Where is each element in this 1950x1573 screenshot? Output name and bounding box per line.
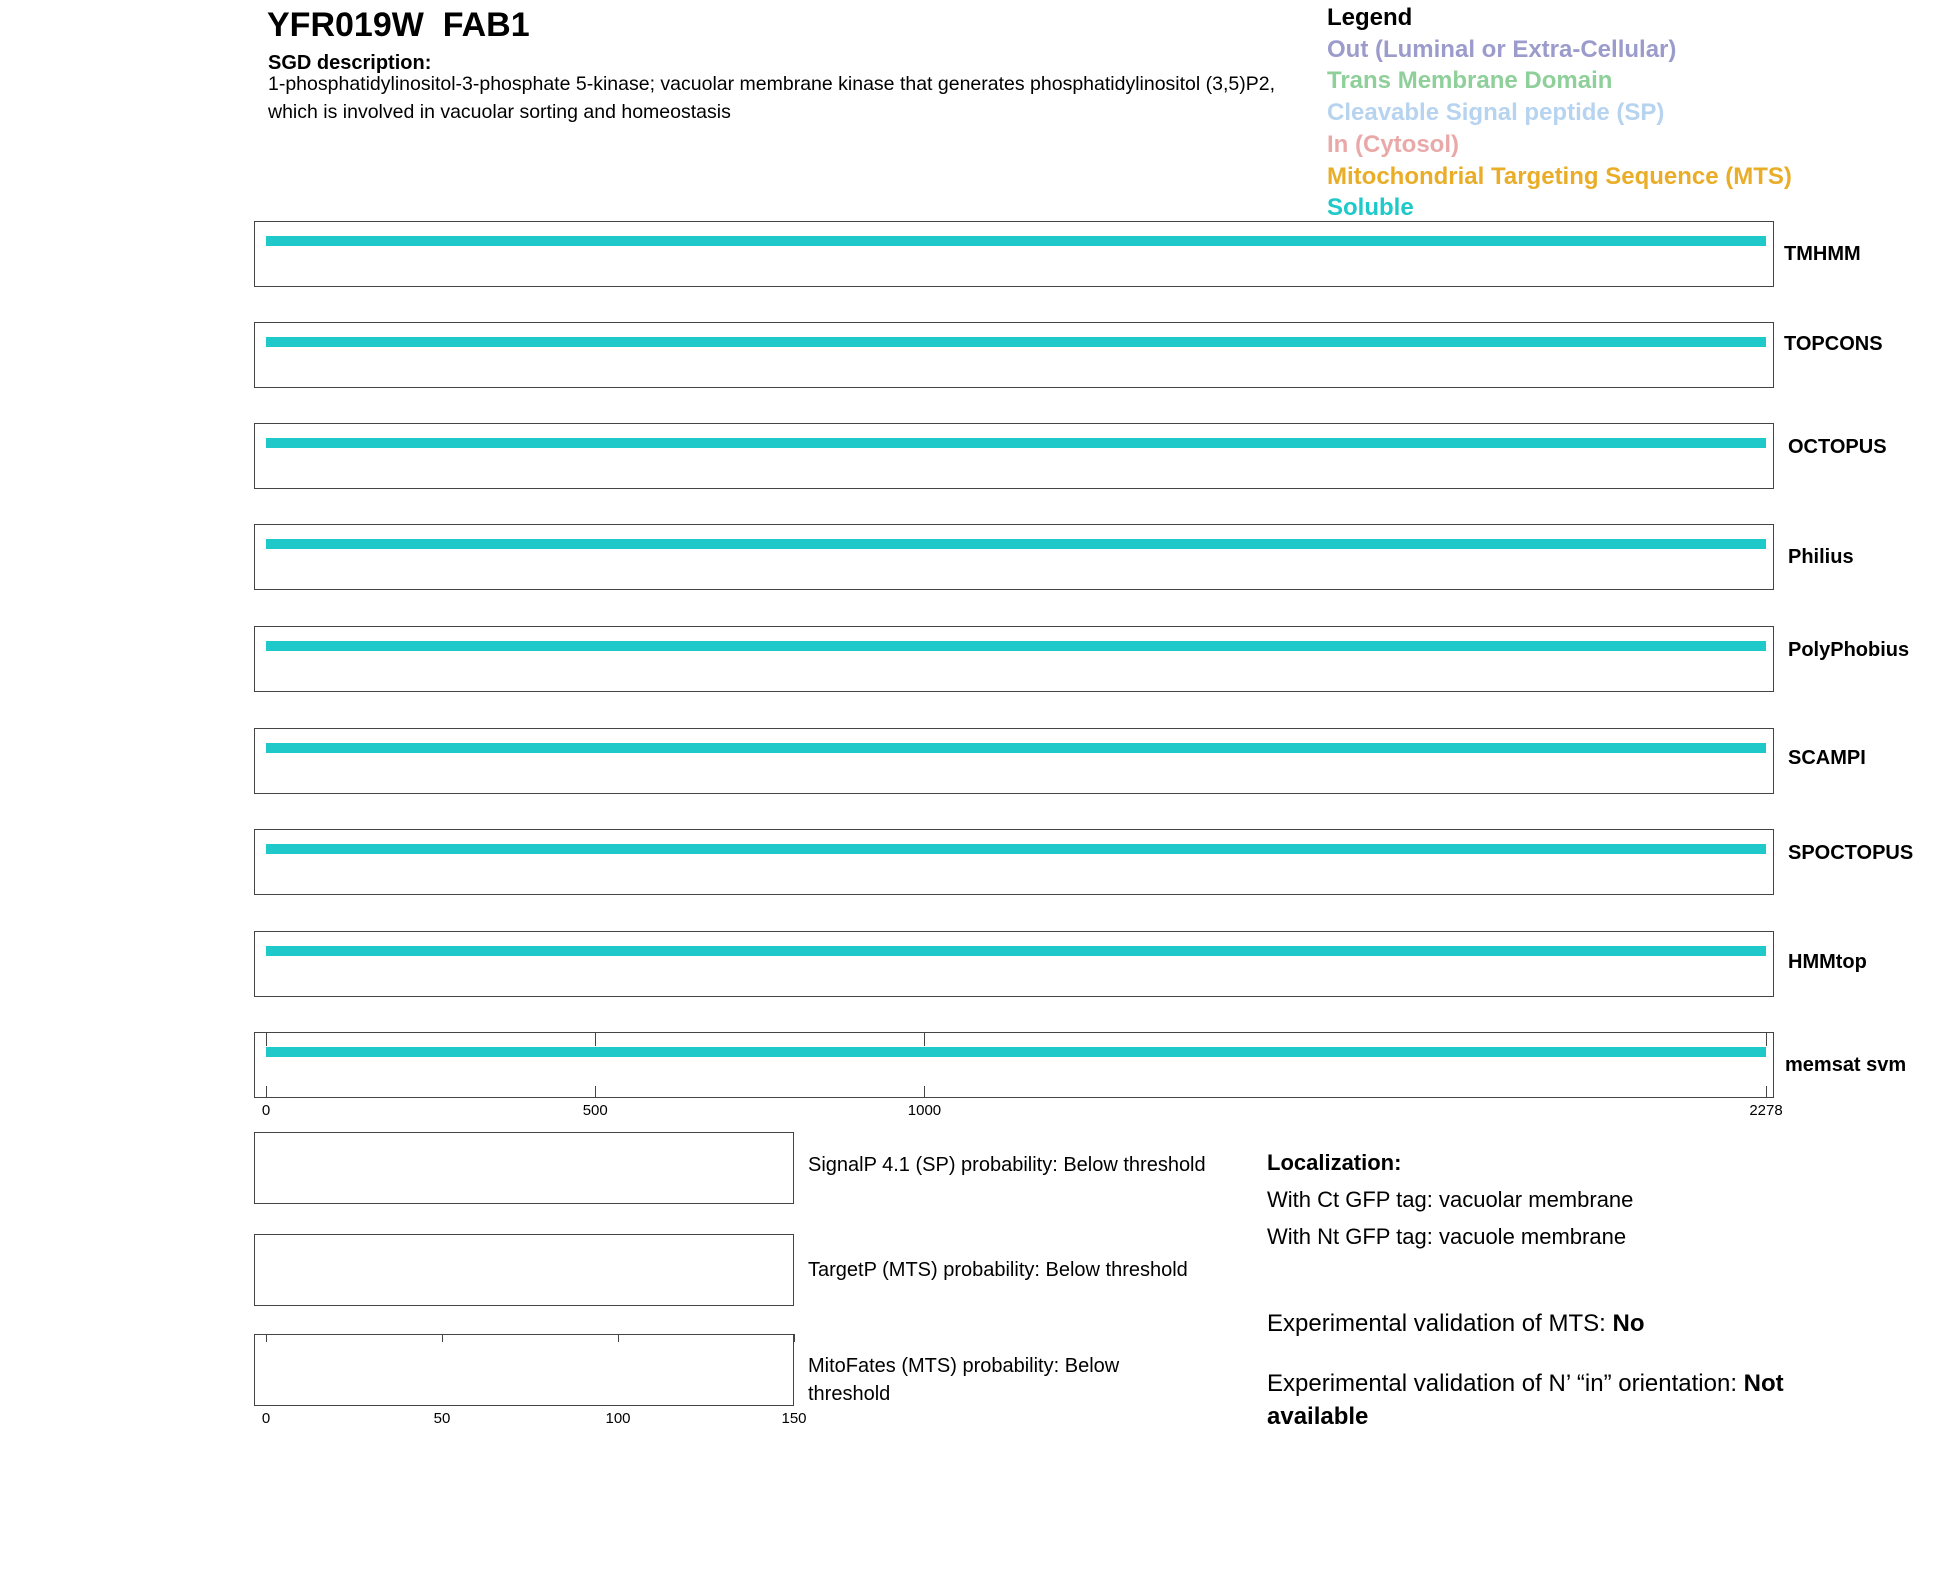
prob-axis-tick-50	[442, 1334, 443, 1342]
legend-item-in: In (Cytosol)	[1327, 131, 1459, 158]
legend-item-soluble: Soluble	[1327, 194, 1414, 221]
axis-tick-top-2278	[1766, 1032, 1767, 1046]
track-label-philius: Philius	[1788, 546, 1854, 568]
track-box-philius	[254, 524, 1774, 590]
segment-octopus-0	[266, 438, 1766, 448]
legend-item-mts: Mitochondrial Targeting Sequence (MTS)	[1327, 163, 1792, 190]
track-label-topcons: TOPCONS	[1784, 333, 1883, 355]
validation-mts	[1267, 1307, 1867, 1340]
validation-orientation-label: Experimental validation of N’ “in” orientation:	[1267, 1370, 1744, 1397]
track-label-spoctopus: SPOCTOPUS	[1788, 842, 1914, 864]
segment-spoctopus-0	[266, 844, 1766, 854]
segment-hmmtop-0	[266, 946, 1766, 956]
track-box-topcons	[254, 322, 1774, 388]
localization-heading: Localization:	[1267, 1150, 1402, 1175]
mitofates-panel	[254, 1334, 794, 1406]
prob-axis-tick-150	[794, 1334, 795, 1342]
legend-item-out: Out (Luminal or Extra-Cellular)	[1327, 36, 1677, 63]
axis-tick-bottom-1000	[924, 1086, 925, 1098]
track-label-polyphobius: PolyPhobius	[1788, 639, 1910, 661]
track-box-octopus	[254, 423, 1774, 489]
segment-scampi-0	[266, 743, 1766, 753]
segment-tmhmm-0	[266, 236, 1766, 246]
track-box-polyphobius	[254, 626, 1774, 692]
legend-title: Legend	[1327, 4, 1413, 31]
validation-orientation	[1267, 1367, 1867, 1433]
prob-axis-tick-label-150: 150	[781, 1410, 807, 1427]
track-box-tmhmm	[254, 221, 1774, 287]
mitofates-text: MitoFates (MTS) probability: Below threshold	[808, 1355, 1120, 1405]
validation-mts-value: No	[1612, 1310, 1645, 1337]
axis-tick-label-0: 0	[261, 1102, 271, 1119]
signalp-text: SignalP 4.1 (SP) probability: Below threshold	[808, 1154, 1206, 1176]
segment-memsat-svm-0	[266, 1047, 1766, 1057]
sgd-description-text: 1-phosphatidylinositol-3-phosphate 5-kinase; vacuolar membrane kinase that generates phosphatidylinositol (3,5)P2, which is involved in vacuolar sorting and homeostasis	[268, 73, 1276, 123]
signalp-panel	[254, 1132, 794, 1204]
axis-tick-bottom-0	[266, 1086, 267, 1098]
legend-item-sp: Cleavable Signal peptide (SP)	[1327, 99, 1665, 126]
track-box-scampi	[254, 728, 1774, 794]
legend-item-tm: Trans Membrane Domain	[1327, 67, 1613, 94]
prob-axis-tick-label-100: 100	[605, 1410, 631, 1427]
axis-tick-bottom-2278	[1766, 1086, 1767, 1098]
prob-axis-tick-label-0: 0	[261, 1410, 271, 1427]
track-label-memsat-svm: memsat svm	[1785, 1054, 1907, 1076]
track-label-hmmtop: HMMtop	[1788, 951, 1867, 973]
gene-title: YFR019W FAB1	[267, 6, 530, 44]
axis-tick-top-0	[266, 1032, 267, 1046]
prob-axis-tick-0	[266, 1334, 267, 1342]
segment-topcons-0	[266, 337, 1766, 347]
validation-mts-label: Experimental validation of MTS:	[1267, 1310, 1613, 1337]
track-box-memsat-svm	[254, 1032, 1774, 1098]
prob-axis-tick-label-50: 50	[433, 1410, 451, 1427]
axis-tick-label-1000: 1000	[907, 1102, 942, 1119]
track-box-spoctopus	[254, 829, 1774, 895]
sgd-description-heading: SGD description:	[268, 52, 432, 74]
track-label-octopus: OCTOPUS	[1788, 436, 1887, 458]
targetp-panel	[254, 1234, 794, 1306]
validation-orientation-value: Not available	[1267, 1370, 1784, 1430]
track-label-tmhmm: TMHMM	[1784, 243, 1861, 265]
axis-tick-top-500	[595, 1032, 596, 1046]
segment-philius-0	[266, 539, 1766, 549]
track-box-hmmtop	[254, 931, 1774, 997]
axis-tick-bottom-500	[595, 1086, 596, 1098]
track-label-scampi: SCAMPI	[1788, 747, 1866, 769]
axis-tick-top-1000	[924, 1032, 925, 1046]
axis-tick-label-2278: 2278	[1749, 1102, 1783, 1119]
axis-tick-label-500: 500	[582, 1102, 608, 1119]
targetp-text: TargetP (MTS) probability: Below threshold	[808, 1259, 1188, 1281]
prob-axis-tick-100	[618, 1334, 619, 1342]
segment-polyphobius-0	[266, 641, 1766, 651]
localization-nt-gfp: With Nt GFP tag: vacuole membrane	[1267, 1224, 1627, 1249]
localization-ct-gfp: With Ct GFP tag: vacuolar membrane	[1267, 1187, 1634, 1212]
